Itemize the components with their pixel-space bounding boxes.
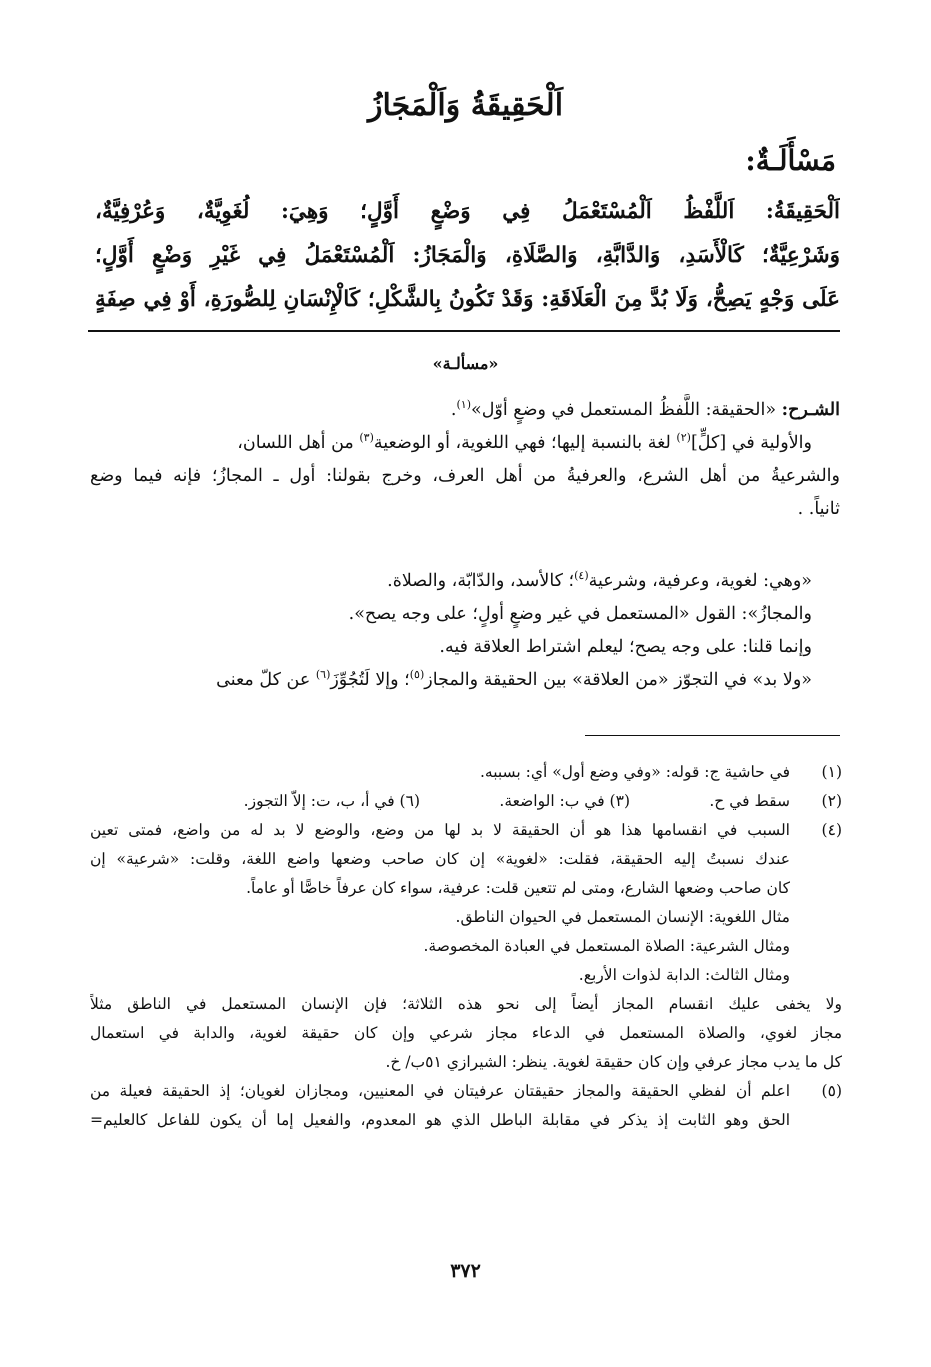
- sharh-line: «ولا بد» في التجوّز «من العلاقة» بين الحقيقة والمجاز$^{(٥)}$؛ وإلا لَتُجُوِّزَ$^{(٦)}$ عن كلّ معنى: [216, 668, 812, 690]
- footnote: [90, 758, 842, 787]
- footnote: [90, 787, 842, 816]
- footnote-line: كل ما يدب مجاز عرفي وإن كان حقيقة لغوية. ينظر: الشيرازي ٥١ب/ خ.: [385, 1053, 842, 1071]
- sharh-line: والمجازُ»: القول «المستعمل في غير وضعٍ أولٍ؛ على وجه يصح».: [348, 604, 812, 624]
- footnote-ref: (٤): [574, 569, 589, 583]
- sharh-block-2: [90, 565, 840, 697]
- matn-divider: [88, 330, 840, 332]
- footnote-number: (١): [821, 763, 842, 781]
- footnote-line: سقط في ح. (٣) في ب: الواضعة. (٦) في أ، ب، ت: إلاّ التجوز.: [243, 792, 790, 810]
- sharh-line: الشـرح: «الحقيقة: اللَّفظُ المستعمل في وضعٍ أوّل»$^{(١)}$.: [450, 398, 840, 420]
- chapter-title: اَلْحَقِيقَةُ وَاَلْمَجَازُ: [367, 88, 564, 123]
- footnote-ref: (٥): [409, 668, 425, 682]
- sharh-heading: «مسألـة»: [432, 354, 499, 373]
- footnote-ref: (١): [456, 398, 471, 412]
- sharh-line: وإنما قلنا: على وجه يصح؛ ليعلم اشتراط العلاقة فيه.: [439, 637, 812, 657]
- sharh-line: ثانياً. .: [797, 499, 840, 519]
- page-number: ٣٧٢: [450, 1260, 481, 1282]
- sharh-line: والأولية في [كلٍّ]$^{(٢)}$ لغة بالنسبة إليها؛ فهي اللغوية، أو الوضعية$^{(٣)}$ من أهل اللسان،: [237, 431, 812, 453]
- footnote-line: ومثال الشرعية: الصلاة المستعمل في العبادة المخصوصة.: [423, 937, 790, 955]
- footnote-line: الحق وهو الثابت إذ يذكر في مقابلة الباطل الذي هو المعدوم، والفعيل إما أن يكون للفاعل كالعليم=: [90, 1111, 790, 1129]
- footnote: [90, 816, 842, 1077]
- footnote-line: السبب في انقسامها هذا هو أن الحقيقة لا بد لها من وضع، والوضع لا بد له من واضع، فمتى تعين: [90, 821, 790, 839]
- footnote-divider: [585, 735, 840, 736]
- footnotes: [90, 758, 842, 1135]
- sharh-quote: «الحقيقة: اللَّفظُ المستعمل في وضعٍ أوّل»: [471, 400, 777, 420]
- footnote-number: (٤): [821, 821, 842, 839]
- footnote-line: ولا يخفى عليك انقسام المجاز أيضاً إلى نحو هذه الثلاثة؛ فإن الإنسان المستعمل في الناطق مثلاً: [90, 995, 842, 1013]
- matn-heading: مَسْأَلَـةٌ:: [745, 144, 836, 177]
- footnote-number: (٢): [821, 792, 842, 810]
- footnote-line: مثال اللغوية: الإنسان المستعمل في الحيوان الناطق.: [455, 908, 790, 926]
- footnote-line: عندك نسبتُ إليه الحقيقة، فقلت: «لغوية» إن كان صاحب وضعها واضع اللغة، وقلت: «شرعية» إن: [90, 850, 790, 868]
- footnote-ref: (٦): [315, 668, 331, 682]
- sharh-line: «وهي: لغوية، وعرفية، وشرعية$^{(٤)}$؛ كالأسد، والدّابّة، والصلاة.: [387, 569, 812, 591]
- sharh-line: والشرعيةُ من أهل الشرع، والعرفيةُ من أهل العرف، وخرج بقولنا: أول ـ المجازُ؛ فإنه فيما وضع: [90, 466, 840, 486]
- sharh-label: الشـرح:: [781, 400, 840, 420]
- footnote-line: اعلم أن لفظي الحقيقة والمجاز حقيقتان عرفيتان في المعنيين، ومجازان لغويان؛ إذ الحقيقة فعيلة من: [90, 1082, 790, 1100]
- footnote-ref: (٢): [676, 431, 691, 445]
- footnote-line: ومثال الثالث: الدابة لذوات الأربع.: [578, 966, 790, 984]
- matn-line: اَلْحَقِيقَةُ: اَللَّفْظُ اَلْمُسْتَعْمَلُ فِي وَضْعٍ أَوَّلٍ؛ وَهِيَ: لُغَوِيَّةٌ، وَعُرْفِيَّةٌ،: [95, 199, 840, 224]
- matn-line: وَشَرْعِيَّةٌ؛ كَالْأَسَدِ، وَالدَّابَّةِ، وَالصَّلَاةِ، وَالْمَجَازُ: اَلْمُسْتَعْمَلُ فِي غَيْرِ وَضْعٍ أَوَّلٍ؛: [95, 243, 840, 268]
- sharh-block: [90, 394, 840, 526]
- footnote-number: (٥): [821, 1082, 842, 1100]
- footnote-line: كان صاحب وضعها الشارع، ومتى لم تتعين قلت: عرفية، سواء كان عرفاً خاصًّا أو عاماً.: [246, 879, 790, 897]
- footnote-line: في حاشية ج: قوله: «وفي وضع أول» أي: بسببه.: [479, 763, 790, 781]
- matn-line: عَلَى وَجْهٍ يَصِحُّ، وَلَا بُدَّ مِنَ الْعَلَاقَةِ: وَقَدْ تَكُونُ بِالشَّكْلِ؛ كَالْإِنْسَانِ لِلصُّورَةِ، أَوْ فِي صِفَةٍ: [95, 287, 840, 312]
- footnote: [90, 1077, 842, 1135]
- footnote-ref: (٣): [359, 431, 374, 445]
- matn-text: [95, 190, 840, 322]
- footnote-line: مجاز لغوي، والصلاة المستعمل في الدعاء مجاز شرعي وإن كان حقيقة لغوية، والدابة في استعمال: [90, 1024, 842, 1042]
